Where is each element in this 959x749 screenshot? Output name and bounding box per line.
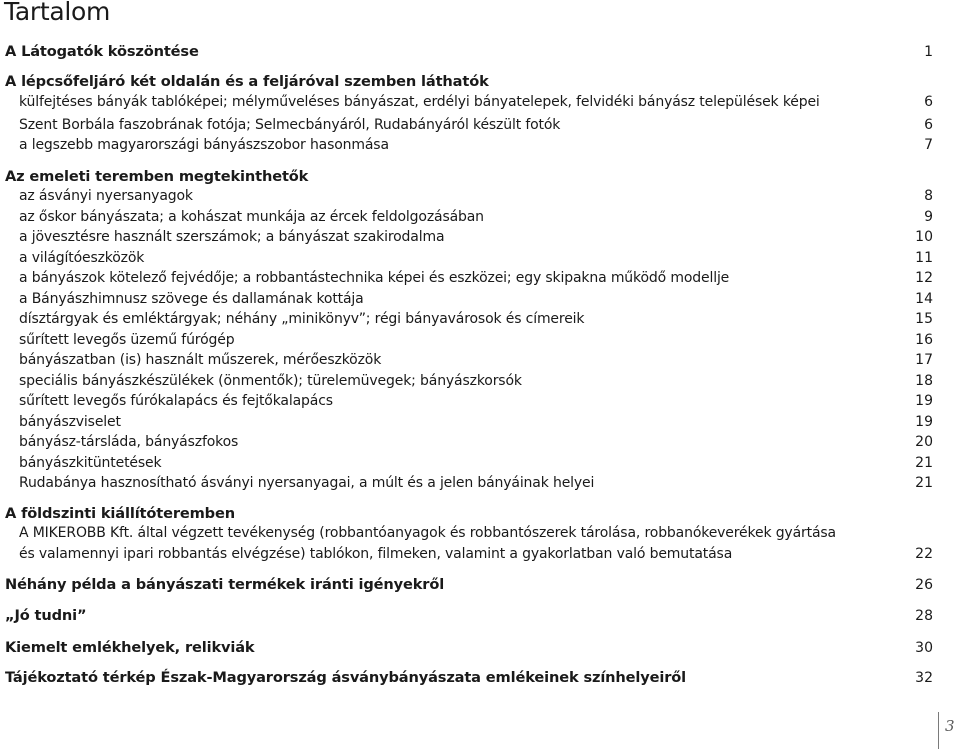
- section-title: „Jó tudni”: [5, 607, 87, 624]
- entry-page-number: 17: [915, 352, 933, 368]
- toc-section-heading: [0, 669, 933, 689]
- toc-entry: [0, 209, 933, 229]
- toc-entry: [0, 311, 933, 331]
- toc-entry: [0, 455, 933, 475]
- section-page-number: 32: [915, 670, 933, 686]
- entry-title: bányász-társláda, bányászfokos: [19, 434, 239, 450]
- toc-entry: [0, 434, 933, 454]
- toc-entry: [0, 546, 933, 566]
- toc-entry: [0, 291, 933, 311]
- entry-title: az ásványi nyersanyagok: [19, 188, 193, 204]
- entry-title: Rudabánya hasznosítható ásványi nyersanyagai, a múlt és a jelen bányáinak helyei: [19, 475, 595, 491]
- toc-entry: [0, 352, 933, 372]
- toc-entry: [0, 188, 933, 208]
- entry-title: sűrített levegős fúrókalapács és fejtőkalapács: [19, 393, 333, 409]
- entry-page-number: 11: [915, 250, 933, 266]
- toc-entry: [0, 393, 933, 413]
- section-title: Néhány példa a bányászati termékek iránti igényekről: [5, 576, 445, 593]
- section-title: A lépcsőfeljáró két oldalán és a feljáróval szemben láthatók: [5, 73, 489, 90]
- entry-title: bányászviselet: [19, 414, 121, 430]
- section-page-number: 30: [915, 640, 933, 656]
- entry-title: speciális bányászkészülékek (önmentők); türelemüvegek; bányászkorsók: [19, 373, 522, 389]
- entry-page-number: 8: [924, 188, 933, 204]
- toc-entry: [0, 270, 933, 290]
- entry-page-number: 22: [915, 546, 933, 562]
- toc-entry: [0, 137, 933, 157]
- toc-entry: [0, 229, 933, 249]
- page-number: 3: [945, 717, 955, 735]
- entry-page-number: 6: [924, 117, 933, 133]
- entry-page-number: 9: [924, 209, 933, 225]
- entry-title: a Bányászhimnusz szövege és dallamának kottája: [19, 291, 364, 307]
- toc-section-heading: [0, 505, 933, 525]
- entry-title: külfejtéses bányák tablóképei; mélyműveléses bányászat, erdélyi bányatelepek, felvidéki bányász települések képei: [19, 94, 820, 110]
- section-title: Az emeleti teremben megtekinthetők: [5, 168, 309, 185]
- toc-section-heading: [0, 576, 933, 596]
- entry-title: Szent Borbála faszobrának fotója; Selmecbányáról, Rudabányáról készült fotók: [19, 117, 561, 133]
- section-title: A földszinti kiállítóteremben: [5, 505, 235, 522]
- toc-entry: [0, 373, 933, 393]
- section-title: Tájékoztató térkép Észak-Magyarország ásványbányászata emlékeinek színhelyeiről: [5, 669, 687, 686]
- toc-section-heading: [0, 639, 933, 659]
- toc-entry: [0, 475, 933, 495]
- section-page-number: 1: [924, 44, 933, 60]
- entry-title: bányászkitüntetések: [19, 455, 162, 471]
- section-page-number: 26: [915, 577, 933, 593]
- toc-entry: [0, 332, 933, 352]
- entry-title: és valamennyi ipari robbantás elvégzése) tablókon, filmeken, valamint a gyakorlatban való bemutatása: [19, 546, 733, 562]
- entry-title: a bányászok kötelező fejvédője; a robbantástechnika képei és eszközei; egy skipakna működő modellje: [19, 270, 730, 286]
- entry-title: A MIKEROBB Kft. által végzett tevékenység (robbantóanyagok és robbantószerek tárolása, robbanókeverékek gyártása: [19, 525, 836, 541]
- toc-entry: [0, 94, 933, 114]
- entry-page-number: 6: [924, 94, 933, 110]
- entry-page-number: 14: [915, 291, 933, 307]
- entry-page-number: 19: [915, 393, 933, 409]
- entry-title: bányászatban (is) használt műszerek, mérőeszközök: [19, 352, 382, 368]
- entry-page-number: 20: [915, 434, 933, 450]
- entry-page-number: 21: [915, 455, 933, 471]
- entry-page-number: 21: [915, 475, 933, 491]
- page-title: Tartalom: [4, 0, 111, 26]
- entry-title: a legszebb magyarországi bányászszobor hasonmása: [19, 137, 389, 153]
- toc-section-heading: [0, 73, 933, 93]
- entry-page-number: 7: [924, 137, 933, 153]
- entry-page-number: 10: [915, 229, 933, 245]
- entry-title: a jövesztésre használt szerszámok; a bányászat szakirodalma: [19, 229, 445, 245]
- entry-page-number: 18: [915, 373, 933, 389]
- toc-entry: [0, 414, 933, 434]
- entry-title: sűrített levegős üzemű fúrógép: [19, 332, 235, 348]
- entry-page-number: 16: [915, 332, 933, 348]
- toc-entry: [0, 525, 933, 545]
- entry-page-number: 19: [915, 414, 933, 430]
- entry-page-number: 15: [915, 311, 933, 327]
- entry-title: dísztárgyak és emléktárgyak; néhány „minikönyv”; régi bányavárosok és címereik: [19, 311, 585, 327]
- section-title: Kiemelt emlékhelyek, relikviák: [5, 639, 255, 656]
- entry-title: az őskor bányászata; a kohászat munkája az ércek feldolgozásában: [19, 209, 484, 225]
- toc-entry: [0, 117, 933, 137]
- toc-section-heading: [0, 607, 933, 627]
- toc-section-heading: [0, 168, 933, 188]
- toc-entry: [0, 250, 933, 270]
- page-number-divider: [938, 712, 939, 749]
- section-page-number: 28: [915, 608, 933, 624]
- toc-section-heading: [0, 43, 933, 63]
- entry-page-number: 12: [915, 270, 933, 286]
- entry-title: a világítóeszközök: [19, 250, 145, 266]
- section-title: A Látogatók köszöntése: [5, 43, 199, 60]
